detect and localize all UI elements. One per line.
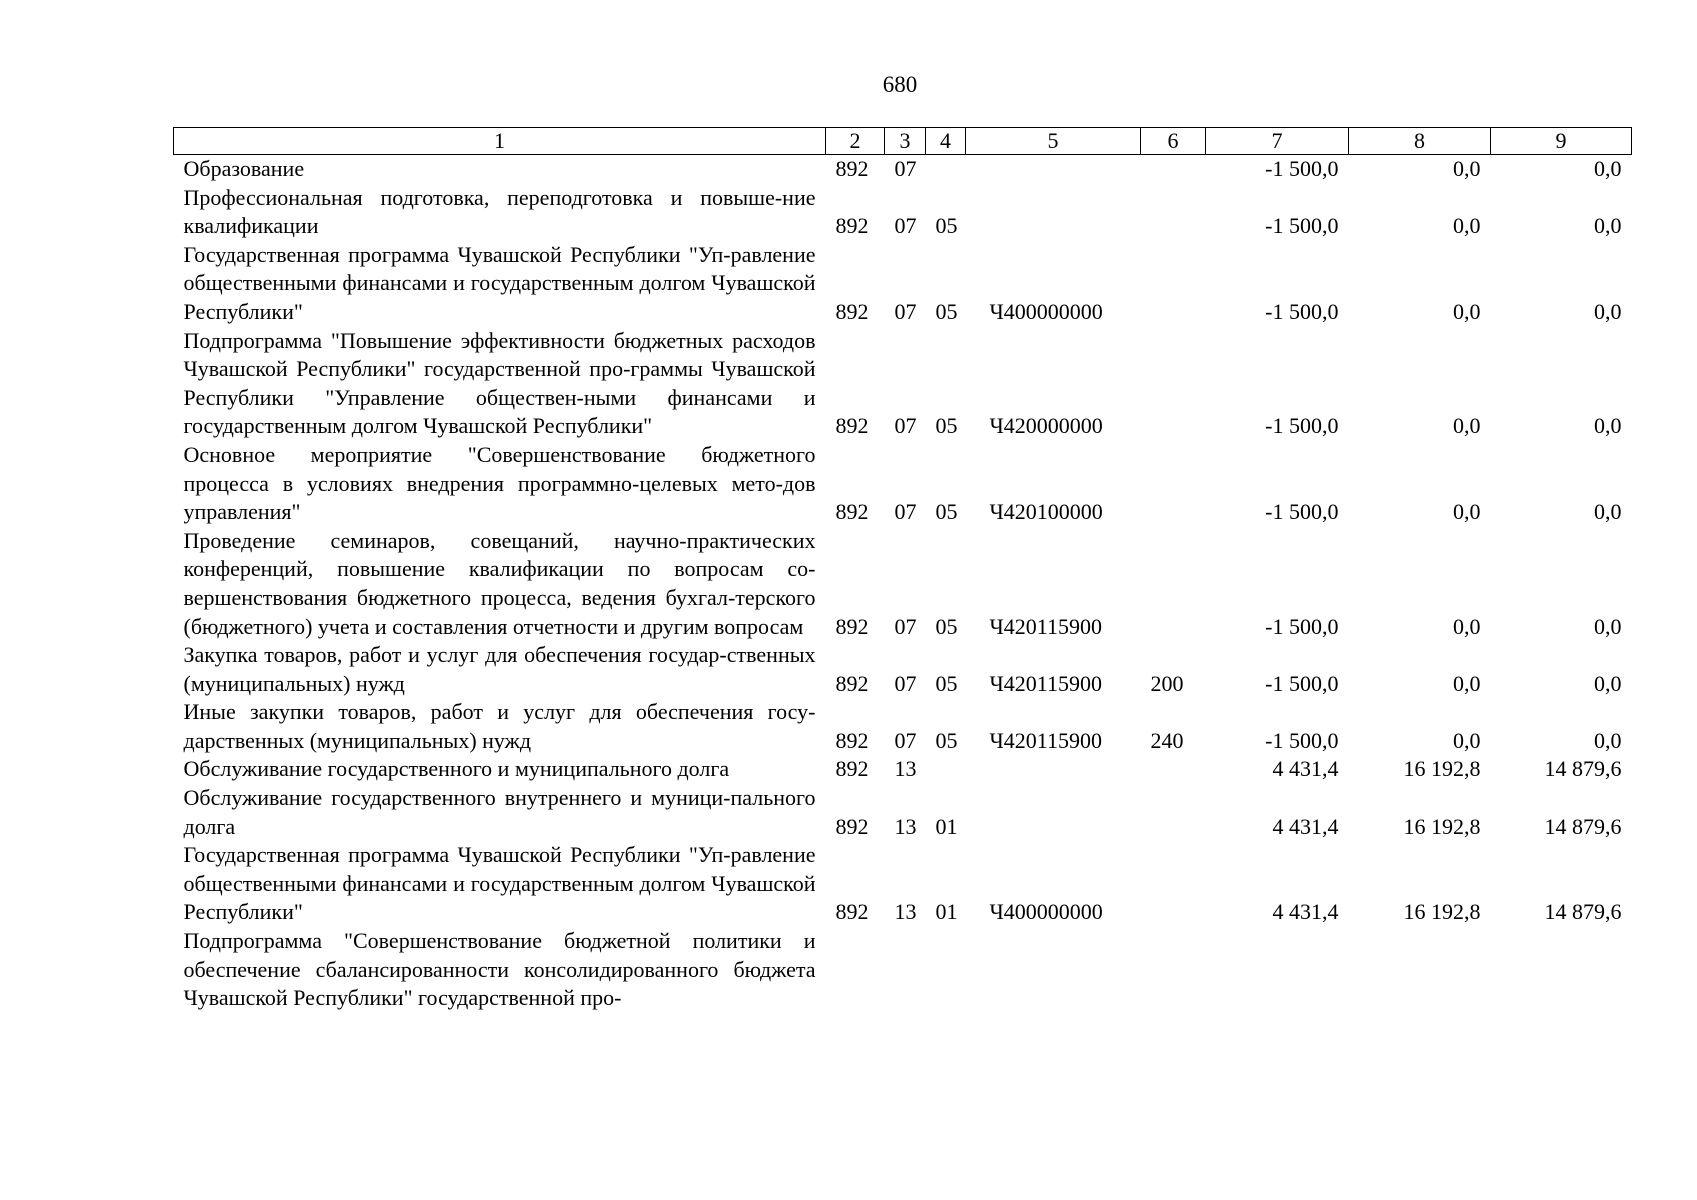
subsection-code: 05 [935,613,958,639]
expense-type-code [1141,155,1206,184]
subsection-code: 01 [935,899,958,925]
amount-col-9: 0,0 [1594,156,1622,181]
amount-col-8: 16 192,8 [1403,756,1481,782]
amount-col-7: 4 431,4 [1272,813,1339,839]
table-row [174,155,1632,184]
table-row [174,841,1632,927]
amount-col-7: -1 500,0 [1265,298,1339,324]
item-name: Закупка товаров, работ и услуг для обеспечения государ-ственных (муниципальных) нужд [183,642,816,696]
amount-col-7: -1 500,0 [1265,613,1339,639]
target-article-code [966,784,1141,841]
item-name: Образование [183,156,305,181]
item-name: Подпрограмма "Повышение эффективности бюджетных расходов Чувашской Республики" государственной про-граммы Чувашской Республики "Управление обществен-ными финансами и государственным долгом Чувашской Республики" [183,327,816,439]
header-cell-col-6: 6 [1141,128,1206,155]
header-cell-col-3: 3 [885,128,926,155]
ministry-code: 892 [835,298,869,324]
table-row [174,641,1632,698]
ministry-code: 892 [835,499,869,525]
ministry-code: 892 [835,670,869,696]
table-row [174,698,1632,755]
amount-col-8: 0,0 [1453,613,1481,639]
target-article-code [966,184,1141,241]
target-article-code [966,755,1141,784]
section-code [885,927,926,1013]
section-code: 07 [894,156,917,181]
table-row [174,327,1632,441]
page-number: 680 [882,72,918,97]
target-article-code: Ч420115900 [989,613,1102,639]
expense-type-code [1141,327,1206,441]
amount-col-8: 0,0 [1453,413,1481,439]
amount-col-8: 0,0 [1453,670,1481,696]
table-row [174,755,1632,784]
header-cell-col-2: 2 [826,128,885,155]
amount-col-7: -1 500,0 [1265,156,1339,181]
amount-col-9: 0,0 [1594,499,1622,525]
expense-type-code: 200 [1150,670,1184,696]
subsection-code [926,755,966,784]
ministry-code [826,927,885,1013]
amount-col-9 [1491,927,1632,1013]
amount-col-9: 0,0 [1594,298,1622,324]
amount-col-8: 16 192,8 [1403,899,1481,925]
table-row [174,784,1632,841]
target-article-code: Ч420100000 [989,499,1103,525]
amount-col-8: 0,0 [1453,499,1481,525]
item-name: Профессиональная подготовка, переподготовка и повыше-ние квалификации [183,184,816,239]
amount-col-7: -1 500,0 [1265,413,1339,439]
target-article-code: Ч420115900 [989,727,1102,753]
amount-col-7: 4 431,4 [1272,756,1339,782]
target-article-code: Ч400000000 [989,298,1103,324]
section-code: 07 [894,413,917,439]
expense-type-code: 240 [1150,727,1184,753]
amount-col-9: 0,0 [1594,613,1622,639]
table-body [174,155,1632,1013]
subsection-code [926,155,966,184]
subsection-code: 05 [935,727,958,753]
item-name: Государственная программа Чувашской Республики "Уп-равление общественными финансами и государственным долгом Чувашской Республики" [183,842,816,925]
table-row [174,441,1632,527]
ministry-code: 892 [835,813,869,839]
expense-type-code [1141,927,1206,1013]
item-name: Обслуживание государственного и муниципального долга [183,756,730,782]
header-cell-col-5: 5 [966,128,1141,155]
table-header [174,128,1632,155]
item-name: Иные закупки товаров, работ и услуг для обеспечения госу-дарственных (муниципальных) нужд [183,699,816,753]
header-cell-col-8: 8 [1349,128,1491,155]
amount-col-9: 0,0 [1594,670,1622,696]
target-article-code: Ч400000000 [989,899,1103,925]
amount-col-7: -1 500,0 [1265,499,1339,525]
item-name: Проведение семинаров, совещаний, научно-практических конференций, повышение квалификации по вопросам со-вершенствования бюджетного процесса, ведения бухгал-терского (бюджетного) учета и составления отчетности и другим вопросам [183,527,816,639]
item-name: Государственная программа Чувашской Республики "Уп-равление общественными финансами и государственным долгом Чувашской Республики" [183,241,816,324]
section-code: 07 [894,727,917,753]
subsection-code: 05 [935,298,958,324]
amount-col-9: 0,0 [1594,727,1622,753]
amount-col-8: 0,0 [1453,727,1481,753]
item-name: Подпрограмма "Совершенствование бюджетной политики и обеспечение сбалансированности консолидированного бюджета Чувашской Республики" государственной про- [183,928,816,1011]
target-article-code: Ч420115900 [989,670,1102,696]
item-name: Основное мероприятие "Совершенствование бюджетного процесса в условиях внедрения программно-целевых мето-дов управления" [183,441,816,525]
section-code: 07 [894,213,917,239]
target-article-code: Ч420000000 [989,413,1103,439]
ministry-code: 892 [835,727,869,753]
table-row [174,184,1632,241]
amount-col-9: 0,0 [1594,213,1622,239]
expense-type-code [1141,441,1206,527]
expense-type-code [1141,841,1206,927]
section-code: 07 [894,499,917,525]
table-row [174,527,1632,641]
ministry-code: 892 [835,613,869,639]
target-article-code [966,927,1141,1013]
ministry-code: 892 [835,413,869,439]
amount-col-7: -1 500,0 [1265,213,1339,239]
target-article-code [966,155,1141,184]
section-code: 13 [894,899,917,925]
header-cell-col-7: 7 [1206,128,1349,155]
section-code: 13 [894,756,917,782]
item-name: Обслуживание государственного внутреннего и муници-пального долга [183,785,816,839]
amount-col-8: 16 192,8 [1403,813,1481,839]
expense-type-code [1141,784,1206,841]
section-code: 07 [894,613,917,639]
section-code: 13 [894,813,917,839]
subsection-code: 05 [935,213,958,239]
ministry-code: 892 [835,899,869,925]
header-cell-col-4: 4 [926,128,966,155]
budget-table [173,127,1632,1013]
amount-col-9: 0,0 [1594,413,1622,439]
subsection-code: 05 [935,499,958,525]
ministry-code: 892 [835,756,869,782]
subsection-code: 05 [935,670,958,696]
expense-type-code [1141,184,1206,241]
section-code: 07 [894,298,917,324]
section-code: 07 [894,670,917,696]
expense-type-code [1141,755,1206,784]
amount-col-8: 0,0 [1453,298,1481,324]
header-cell-col-9: 9 [1491,128,1632,155]
amount-col-7: -1 500,0 [1265,670,1339,696]
amount-col-7: 4 431,4 [1272,899,1339,925]
table-row [174,241,1632,327]
amount-col-9: 14 879,6 [1544,756,1622,782]
table-row [174,927,1632,1013]
expense-type-code [1141,527,1206,641]
subsection-code: 05 [935,413,958,439]
amount-col-8: 0,0 [1453,213,1481,239]
subsection-code: 01 [935,813,958,839]
amount-col-9: 14 879,6 [1544,813,1622,839]
amount-col-7: -1 500,0 [1265,727,1339,753]
amount-col-8: 0,0 [1453,156,1481,181]
header-row [174,128,1632,155]
amount-col-8 [1349,927,1491,1013]
amount-col-9: 14 879,6 [1544,899,1622,925]
expense-type-code [1141,241,1206,327]
amount-col-7 [1206,927,1349,1013]
ministry-code: 892 [835,156,869,181]
ministry-code: 892 [835,213,869,239]
subsection-code [926,927,966,1013]
header-cell-col-1: 1 [174,128,826,155]
